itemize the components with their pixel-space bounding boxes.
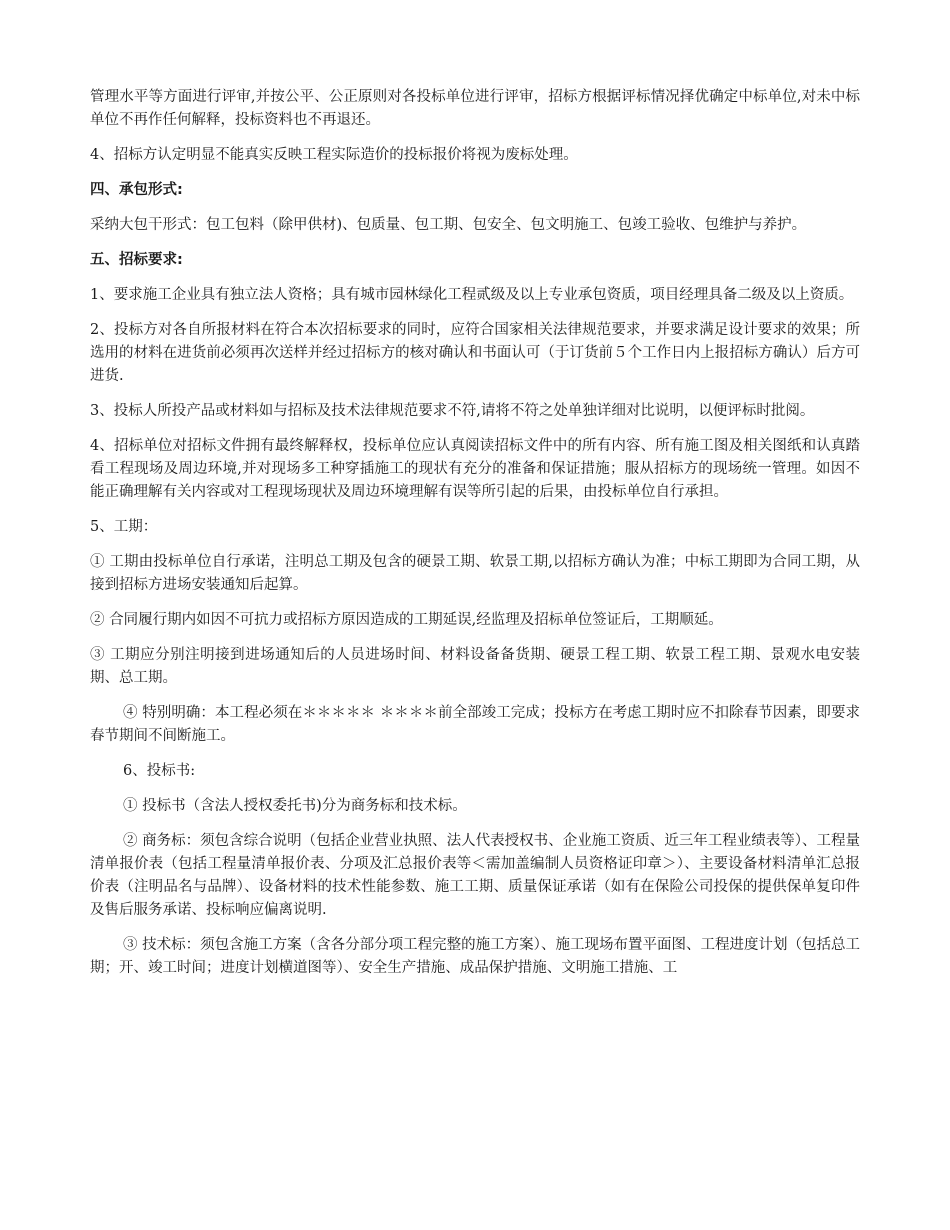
section-heading-contract-form: 四、承包形式: bbox=[90, 182, 183, 198]
paragraph-evaluation-continued: 管理水平等方面进行评审,并按公平、公正原则对各投标单位进行评审，招标方根据评标情况择优确定中标单位,对未中标单位不再作任何解释，投标资料也不再退还。 bbox=[90, 89, 860, 128]
paragraph-bid-document-item-2: ② 商务标：须包含综合说明（包括企业营业执照、法人代表授权书、企业施工资质、近三年工程业绩表等）、工程量清单报价表（包括工程量清单报价表、分项及汇总报价表等＜需加盖编制人员资格证印章＞）、主要设备材料清单汇总报价表（注明品名与品牌）、设备材料的技术性能参数、施工工期、质量保证承诺（如有在保险公司投保的提供保单复印件及售后服务承诺、投标响应偏离说明. bbox=[90, 833, 860, 918]
paragraph-requirement-6-heading: 6、投标书: bbox=[123, 763, 196, 779]
paragraph-requirement-2: 2、投标方对各自所报材料在符合本次招标要求的同时，应符合国家相关法律规范要求，并要求满足设计要求的效果；所选用的材料在进货前必须再次送样并经过招标方的核对确认和书面认可（于订货前５个工作日内上报招标方确认）后方可进货. bbox=[90, 322, 860, 384]
document-body bbox=[90, 86, 860, 992]
paragraph-requirement-1: 1、要求施工企业具有独立法人资格；具有城市园林绿化工程贰级及以上专业承包资质，项目经理具备二级及以上资质。 bbox=[90, 287, 854, 303]
paragraph-contract-form: 采纳大包干形式：包工包料（除甲供材)、包质量、包工期、包安全、包文明施工、包竣工验收、包维护与养护。 bbox=[90, 217, 807, 233]
paragraph-schedule-item-1: ① 工期由投标单位自行承诺，注明总工期及包含的硬景工期、软景工期,以招标方确认为准；中标工期即为合同工期，从接到招标方进场安装通知后起算。 bbox=[90, 554, 860, 593]
paragraph-bid-document-item-3: ③ 技术标：须包含施工方案（含各分部分项工程完整的施工方案）、施工现场布置平面图、工程进度计划（包括总工期；开、竣工时间；进度计划横道图等）、安全生产措施、成品保护措施、文明施工措施、工 bbox=[90, 937, 860, 976]
paragraph-requirement-3: 3、投标人所投产品或材料如与招标及技术法律规范要求不符,请将不符之处单独详细对比说明，以便评标时批阅。 bbox=[90, 403, 815, 419]
paragraph-invalid-bid: 4、招标方认定明显不能真实反映工程实际造价的投标报价将视为废标处理。 bbox=[90, 147, 578, 163]
section-heading-bid-requirements: 五、招标要求: bbox=[90, 252, 183, 268]
paragraph-schedule-item-3: ③ 工期应分别注明接到进场通知后的人员进场时间、材料设备备货期、硬景工程工期、软景工程工期、景观水电安装期、总工期。 bbox=[90, 647, 860, 686]
paragraph-requirement-4: 4、招标单位对招标文件拥有最终解释权，投标单位应认真阅读招标文件中的所有内容、所有施工图及相关图纸和认真踏看工程现场及周边环境,并对现场多工种穿插施工的现状有充分的准备和保证措施；服从招标方的现场统一管理。如因不能正确理解有关内容或对工程现场现状及周边环境理解有误等所引起的后果，由投标单位自行承担。 bbox=[90, 438, 860, 500]
paragraph-requirement-5-heading: 5、工期： bbox=[90, 519, 158, 535]
paragraph-bid-document-item-1: ① 投标书（含法人授权委托书)分为商务标和技术标。 bbox=[123, 798, 467, 814]
paragraph-schedule-item-2: ② 合同履行期内如因不可抗力或招标方原因造成的工期延误,经监理及招标单位签证后，工期顺延。 bbox=[90, 612, 723, 628]
paragraph-schedule-item-4: ④ 特别明确：本工程必须在＊＊＊＊＊ ＊＊＊＊前全部竣工完成；投标方在考虑工期时应不扣除春节因素，即要求春节期间不间断施工。 bbox=[90, 705, 860, 744]
